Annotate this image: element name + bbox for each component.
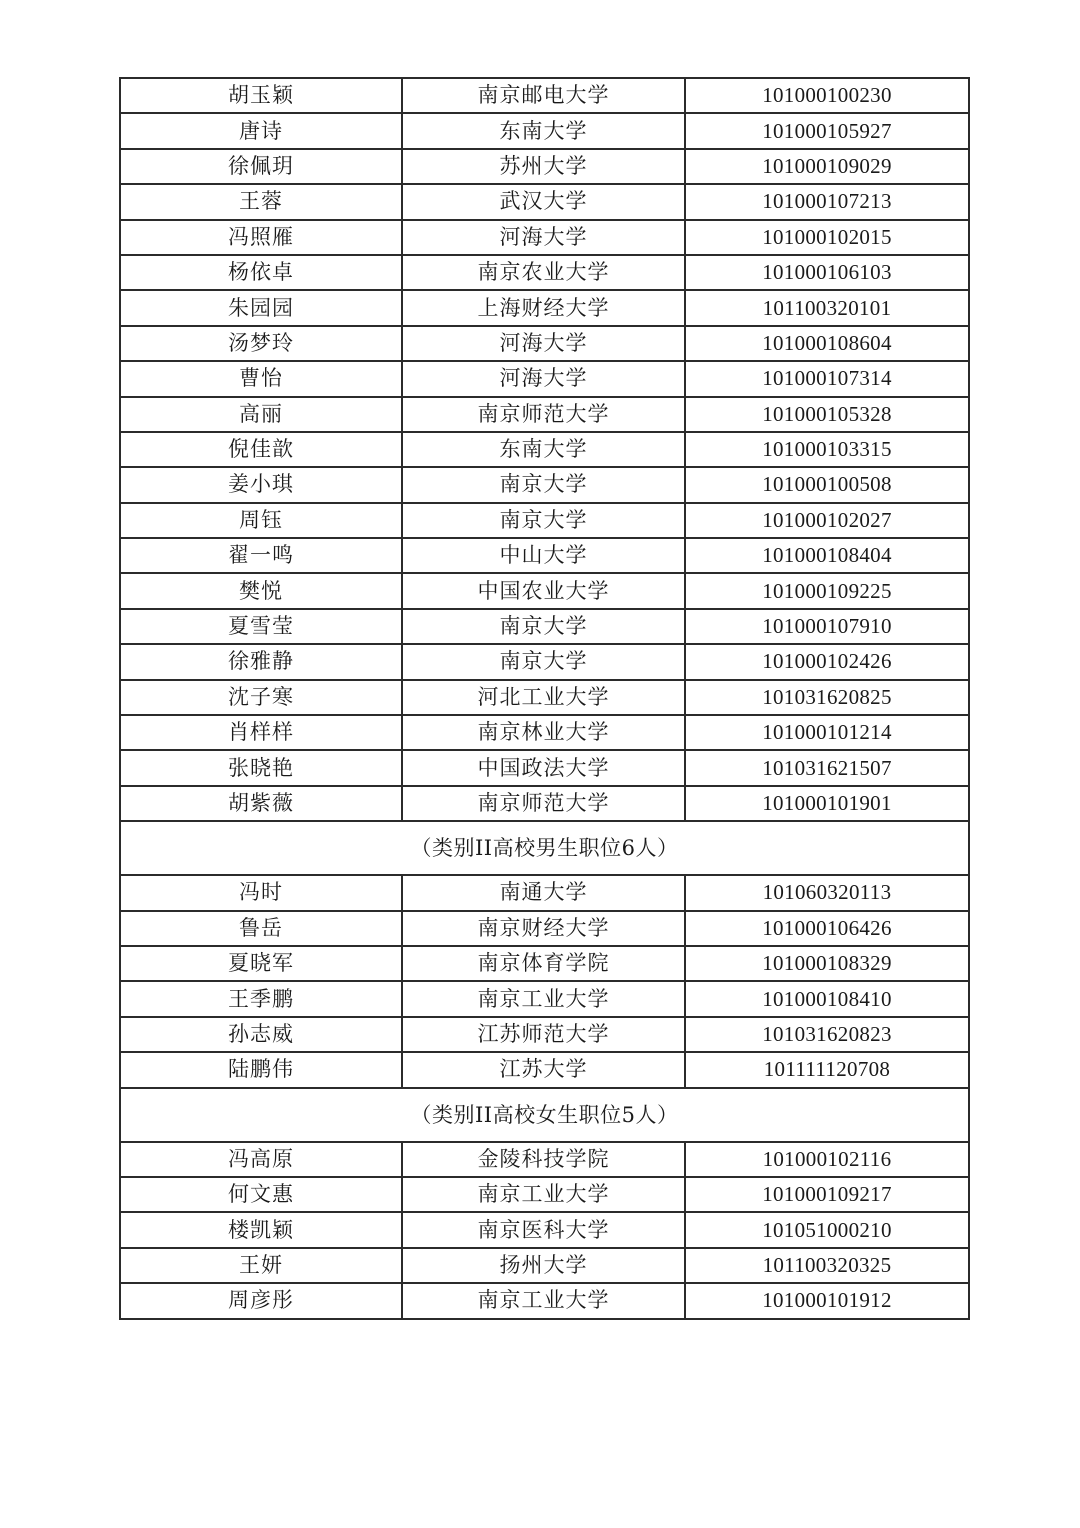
candidate-name: 王季鹏 [120,981,402,1016]
school-name: 中国农业大学 [402,573,685,608]
school-name: 武汉大学 [402,184,685,219]
exam-number: 101060320113 [685,875,969,910]
candidate-name: 冯照雁 [120,220,402,255]
candidate-name: 胡玉颖 [120,78,402,113]
table-row [120,680,969,715]
section-heading-row [120,821,969,875]
table-row [120,1177,969,1212]
school-name: 扬州大学 [402,1248,685,1283]
exam-number: 101000106426 [685,911,969,946]
table-row [120,184,969,219]
school-name: 南京财经大学 [402,911,685,946]
school-name: 苏州大学 [402,149,685,184]
school-name: 南京大学 [402,644,685,679]
table-row [120,875,969,910]
exam-number: 101000109029 [685,149,969,184]
exam-number: 101111120708 [685,1052,969,1087]
exam-number: 101000102426 [685,644,969,679]
school-name: 南京师范大学 [402,397,685,432]
table-row [120,1283,969,1318]
exam-number: 101000105927 [685,113,969,148]
section-heading-row [120,1088,969,1142]
school-name: 南京大学 [402,503,685,538]
table-row [120,220,969,255]
table-row [120,1248,969,1283]
candidate-name: 王妍 [120,1248,402,1283]
school-name: 南京师范大学 [402,786,685,821]
exam-number: 101051000210 [685,1212,969,1247]
table-row [120,1017,969,1052]
school-name: 南京工业大学 [402,1283,685,1318]
exam-number: 101000105328 [685,397,969,432]
exam-number: 101000109225 [685,573,969,608]
exam-number: 101031621507 [685,750,969,785]
table-row [120,1052,969,1087]
exam-number: 101000106103 [685,255,969,290]
school-name: 上海财经大学 [402,290,685,325]
school-name: 南京邮电大学 [402,78,685,113]
candidate-name: 徐雅静 [120,644,402,679]
exam-number: 101000100230 [685,78,969,113]
exam-number: 101000100508 [685,467,969,502]
exam-number: 101031620825 [685,680,969,715]
school-name: 东南大学 [402,113,685,148]
table-row [120,981,969,1016]
table-row [120,786,969,821]
candidate-name: 王蓉 [120,184,402,219]
candidate-name: 周彦彤 [120,1283,402,1318]
table-row [120,361,969,396]
exam-number: 101000101901 [685,786,969,821]
table-row [120,290,969,325]
exam-number: 101031620823 [685,1017,969,1052]
candidate-name: 翟一鸣 [120,538,402,573]
candidate-name: 冯高原 [120,1142,402,1177]
table-row [120,946,969,981]
candidate-name: 肖样样 [120,715,402,750]
table-row [120,911,969,946]
school-name: 河海大学 [402,326,685,361]
candidate-name: 胡紫薇 [120,786,402,821]
table-row [120,644,969,679]
candidate-name: 朱园园 [120,290,402,325]
table-row [120,573,969,608]
candidate-name: 徐佩玥 [120,149,402,184]
exam-number: 101000101912 [685,1283,969,1318]
candidate-name: 夏雪莹 [120,609,402,644]
candidate-name: 冯时 [120,875,402,910]
candidate-name: 汤梦玲 [120,326,402,361]
candidate-name: 陆鹏伟 [120,1052,402,1087]
table-row [120,149,969,184]
exam-number: 101000107910 [685,609,969,644]
exam-number: 101000102027 [685,503,969,538]
school-name: 南京农业大学 [402,255,685,290]
candidate-name: 曹怡 [120,361,402,396]
exam-number: 101000109217 [685,1177,969,1212]
school-name: 南京大学 [402,609,685,644]
candidate-name: 何文惠 [120,1177,402,1212]
table-row [120,609,969,644]
roster-body [120,78,969,1319]
school-name: 河海大学 [402,220,685,255]
candidate-name: 沈子寒 [120,680,402,715]
school-name: 南京医科大学 [402,1212,685,1247]
school-name: 江苏师范大学 [402,1017,685,1052]
candidate-name: 樊悦 [120,573,402,608]
school-name: 河北工业大学 [402,680,685,715]
exam-number: 101000102015 [685,220,969,255]
school-name: 中山大学 [402,538,685,573]
table-row [120,78,969,113]
school-name: 南京工业大学 [402,1177,685,1212]
exam-number: 101000108329 [685,946,969,981]
table-row [120,255,969,290]
section-heading: （类别II高校男生职位6人） [120,821,969,875]
school-name: 南京体育学院 [402,946,685,981]
school-name: 南京林业大学 [402,715,685,750]
exam-number: 101100320101 [685,290,969,325]
table-row [120,538,969,573]
table-row [120,503,969,538]
school-name: 江苏大学 [402,1052,685,1087]
exam-number: 101100320325 [685,1248,969,1283]
table-row [120,397,969,432]
table-row [120,432,969,467]
school-name: 东南大学 [402,432,685,467]
school-name: 河海大学 [402,361,685,396]
school-name: 中国政法大学 [402,750,685,785]
table-row [120,113,969,148]
candidate-name: 杨依卓 [120,255,402,290]
school-name: 南京大学 [402,467,685,502]
exam-number: 101000107314 [685,361,969,396]
table-row [120,715,969,750]
candidate-name: 孙志威 [120,1017,402,1052]
section-heading: （类别II高校女生职位5人） [120,1088,969,1142]
table-row [120,467,969,502]
candidate-name: 张晓艳 [120,750,402,785]
candidate-name: 周钰 [120,503,402,538]
table-row [120,750,969,785]
candidate-roster-table [119,77,970,1320]
candidate-name: 姜小琪 [120,467,402,502]
exam-number: 101000102116 [685,1142,969,1177]
table-row [120,326,969,361]
exam-number: 101000103315 [685,432,969,467]
school-name: 南京工业大学 [402,981,685,1016]
candidate-name: 倪佳歆 [120,432,402,467]
table-row [120,1212,969,1247]
table-row [120,1142,969,1177]
exam-number: 101000108410 [685,981,969,1016]
exam-number: 101000101214 [685,715,969,750]
school-name: 南通大学 [402,875,685,910]
exam-number: 101000108604 [685,326,969,361]
candidate-name: 鲁岳 [120,911,402,946]
exam-number: 101000107213 [685,184,969,219]
candidate-name: 夏晓军 [120,946,402,981]
school-name: 金陵科技学院 [402,1142,685,1177]
candidate-name: 唐诗 [120,113,402,148]
candidate-name: 高丽 [120,397,402,432]
exam-number: 101000108404 [685,538,969,573]
candidate-name: 楼凯颖 [120,1212,402,1247]
